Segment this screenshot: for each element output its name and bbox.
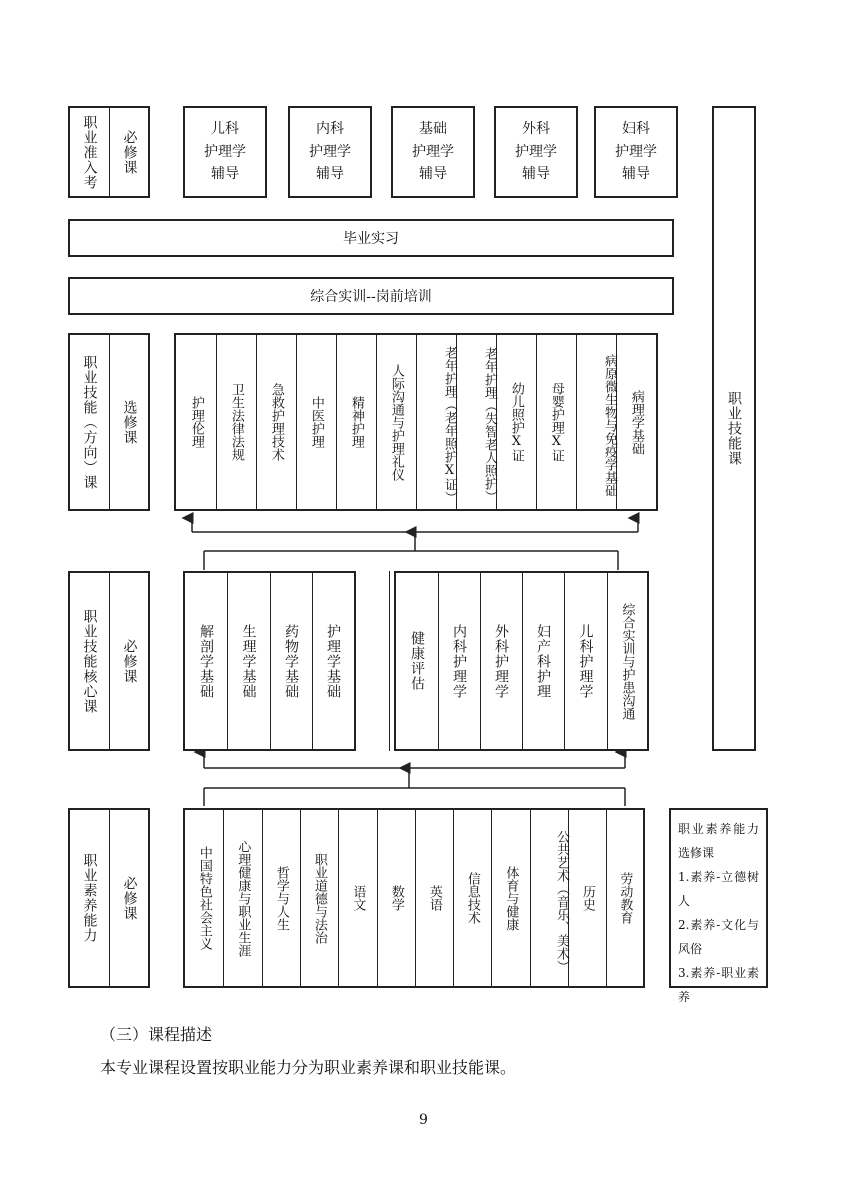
core-course: 解剖学基础 (198, 623, 214, 699)
note-title: 职业素养能力选修课 (678, 822, 759, 860)
core-group-1 (183, 571, 356, 751)
top-course-internal (288, 106, 372, 198)
elective-course: 老年护理（失智老人照护） (482, 347, 497, 503)
elective-label-b: 选修课 (121, 399, 138, 445)
core-course: 外科护理学 (493, 623, 509, 699)
note-item: 1.素养-立德树人 (678, 870, 759, 908)
literacy-course: 职业道德与法治 (311, 852, 327, 944)
side-label-skills: 职业技能课 (712, 106, 756, 751)
core-course: 儿科护理学 (577, 623, 594, 699)
literacy-label-b: 必修课 (121, 875, 138, 921)
core-label-b: 必修课 (121, 638, 138, 684)
top-label-a: 职业准入考 (81, 114, 98, 190)
page-number: 9 (419, 1112, 428, 1128)
top-course-label: 外科 护理学 辅导 (515, 121, 557, 183)
top-course-surgical (494, 106, 578, 198)
literacy-elective-note (669, 808, 768, 1004)
literacy-course: 英语 (426, 885, 442, 911)
top-label-b: 必修课 (121, 129, 138, 175)
literacy-course: 公共艺术（音乐、美术） (554, 829, 569, 973)
top-course-label: 儿科 护理学 辅导 (204, 121, 246, 183)
literacy-course: 体育与健康 (503, 865, 519, 931)
elective-course: 卫生法律法规 (228, 383, 244, 461)
elective-course: 幼儿照护Ⅹ证 (508, 382, 524, 462)
top-course-label: 妇科 护理学 辅导 (615, 121, 657, 183)
top-course-pediatric (183, 106, 267, 198)
body-text: 本专业课程设置按职业能力分为职业素养课和职业技能课。 (100, 1058, 517, 1077)
literacy-label-a: 职业素养能力 (81, 853, 98, 943)
literacy-course: 信息技术 (464, 872, 480, 924)
elective-course: 精神护理 (348, 396, 364, 448)
elective-course: 病理学基础 (628, 389, 644, 455)
top-course-basic (391, 106, 475, 198)
top-course-label: 内科 护理学 辅导 (309, 121, 351, 183)
core-course: 药物学基础 (283, 623, 299, 699)
core-course: 健康评估 (409, 631, 425, 691)
literacy-course: 数学 (388, 885, 404, 911)
elective-label-a: 职业技能（方向）课 (81, 354, 98, 490)
core-label-box (68, 571, 150, 751)
core-course: 内科护理学 (451, 623, 467, 699)
top-label-box (68, 106, 150, 198)
elective-course: 母婴护理Ⅹ证 (548, 382, 564, 462)
internship-bar: 毕业实习 (68, 219, 674, 257)
top-course-label: 基础 护理学 辅导 (412, 121, 454, 183)
elective-course: 急救护理技术 (268, 383, 284, 461)
section-heading: （三）课程描述 (100, 1025, 213, 1044)
literacy-course: 心理健康与职业生涯 (235, 839, 251, 957)
literacy-course: 语文 (350, 885, 366, 911)
core-label-a: 职业技能核心课 (81, 608, 98, 714)
literacy-course: 哲学与人生 (273, 865, 289, 931)
literacy-course: 中国特色社会主义 (196, 846, 212, 950)
core-group-2-bracket (389, 571, 390, 751)
elective-label-box (68, 333, 150, 511)
elective-course: 老年护理（老年照护Ⅹ证） (442, 346, 457, 504)
core-course: 综合实训与护患沟通 (619, 602, 635, 720)
core-course: 护理学基础 (325, 623, 341, 699)
core-course: 妇产科护理 (535, 623, 551, 699)
elective-courses-block (174, 333, 658, 511)
literacy-course: 历史 (579, 885, 595, 911)
elective-course: 中医护理 (308, 396, 324, 448)
literacy-course: 劳动教育 (617, 872, 633, 924)
core-course: 生理学基础 (240, 623, 257, 699)
core-group-2 (394, 571, 649, 751)
elective-course: 病原微生物与免疫学基础 (602, 353, 617, 497)
note-item: 3.素养-职业素养 (678, 966, 759, 1004)
elective-course: 人际沟通与护理礼仪 (388, 363, 404, 481)
top-course-gynecology (594, 106, 678, 198)
literacy-label-box (68, 808, 150, 988)
elective-course: 护理伦理 (188, 396, 204, 448)
literacy-courses-block (183, 808, 645, 988)
note-item: 2.素养-文化与风俗 (678, 918, 759, 956)
training-bar: 综合实训--岗前培训 (68, 277, 674, 315)
